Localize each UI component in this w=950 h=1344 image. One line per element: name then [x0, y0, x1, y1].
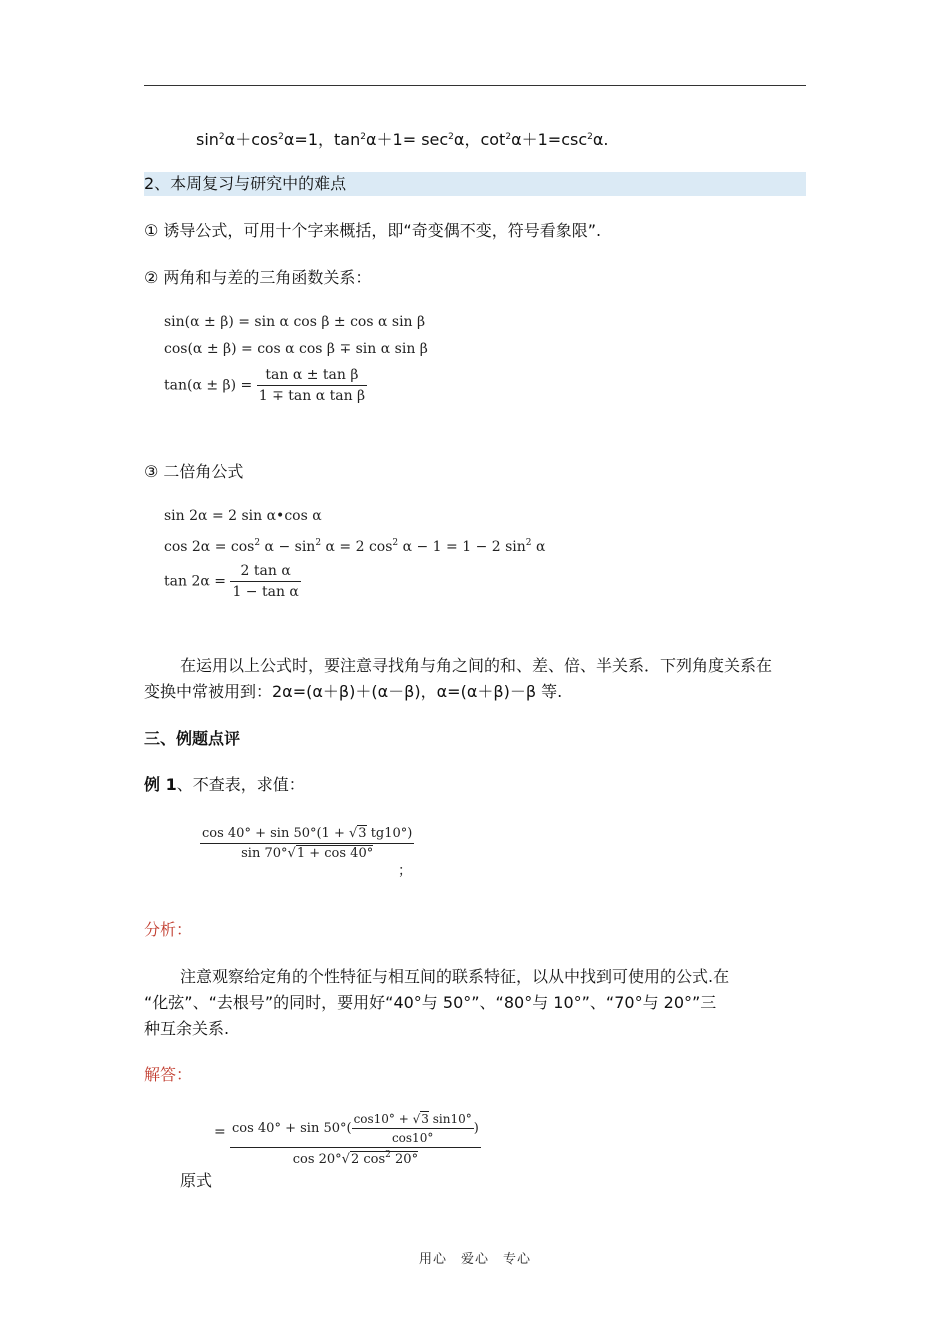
text-seg: α. — [592, 130, 609, 149]
text-seg: α＋cos — [224, 130, 279, 149]
answer-lhs: 原式 — [180, 1171, 213, 1190]
formula-cos-double — [164, 538, 545, 555]
exponent: 2 — [448, 132, 454, 142]
formula-tan-sum — [164, 367, 367, 404]
formula-cos-sum: cos(α ± β) = cos α cos β ∓ sin α sin β — [164, 341, 428, 357]
example-label: 例 1 — [144, 775, 177, 794]
text-seg: α=1，tan — [283, 130, 361, 149]
paragraph-line-1: 在运用以上公式时，要注意寻找角与角之间的和、差、倍、半关系．下列角度关系在 — [180, 656, 773, 675]
text-seg: α＋1=csc — [511, 130, 588, 149]
fraction — [257, 367, 367, 404]
text-seg: sin 70° — [241, 846, 288, 861]
pythagorean-identities — [196, 126, 609, 151]
denominator: cos 20°√2 $\cos^2 20^\circ$ — [292, 1150, 419, 1167]
text-seg: α − sin — [260, 539, 316, 555]
radicand — [350, 1151, 418, 1167]
formula-lhs: tan(α ± β) = — [164, 377, 253, 394]
exponent: 2 — [505, 132, 512, 142]
denominator: 1 − tan α — [232, 584, 299, 600]
numerator — [230, 1112, 481, 1148]
exponent: 2 — [315, 538, 322, 548]
exponent: 2 — [385, 1150, 391, 1160]
formula-lhs: tan 2α = — [164, 573, 226, 590]
item-induction: ① 诱导公式，可用十个字来概括，即“奇变偶不变，符号看象限”. — [144, 221, 602, 240]
fraction — [200, 826, 414, 861]
exponent: 2 — [525, 538, 532, 548]
inner-fraction — [352, 1112, 474, 1145]
analysis-line-3: 种互余关系. — [144, 1019, 230, 1038]
text-seg: α − 1 = 1 − 2 sin — [398, 539, 526, 555]
text-seg: 20° — [390, 1152, 419, 1167]
section-heading-2 — [144, 172, 806, 196]
exponent: 2 — [587, 132, 593, 142]
item-sum-difference: ② 两角和与差的三角函数关系： — [144, 268, 372, 287]
formula-sin-double: sin 2α = 2 sin α•cos α — [164, 508, 322, 524]
text-seg: 2 cos — [350, 1152, 386, 1167]
example-1-heading — [144, 774, 305, 796]
text-seg: α — [531, 539, 546, 555]
text-seg: sin — [196, 130, 219, 149]
text-seg: α，cot — [453, 130, 506, 149]
paragraph-line-2: 变换中常被用到：2α=(α＋β)＋(α－β)，α=(α＋β)－β 等. — [144, 682, 563, 701]
exponent: 2 — [278, 132, 284, 142]
section-heading-text: 2、本周复习与研究中的难点 — [144, 174, 347, 193]
exponent: 2 — [360, 132, 366, 142]
text-seg: cos 40° + sin 50°( — [232, 1121, 352, 1136]
text-seg: sin10° — [428, 1112, 472, 1126]
example-1-semicolon: ； — [398, 863, 412, 879]
exponent: 2 — [392, 538, 399, 548]
text-seg: cos 40° + sin 50°(1 + — [202, 826, 349, 841]
radicand: 3 — [421, 1112, 429, 1126]
numerator: tan α ± tan β — [257, 367, 367, 386]
text-seg: cos 2α = cos — [164, 539, 255, 555]
fraction — [230, 1112, 481, 1167]
text-seg: α＋1= sec — [365, 130, 449, 149]
section-heading-3: 三、例题点评 — [144, 729, 241, 748]
radicand: 1 + cos 40° — [296, 846, 374, 861]
inner-denominator: cos10° — [391, 1131, 434, 1145]
exponent: 2 — [254, 538, 261, 548]
text-seg: α = 2 cos — [321, 539, 393, 555]
answer-label: 解答： — [144, 1065, 193, 1084]
example-1-expression — [200, 826, 414, 861]
text-seg: tg10°) — [366, 826, 413, 841]
radicand: 3 — [358, 826, 367, 841]
analysis-line-2: “化弦”、“去根号”的同时，要用好“40°与 50°”、“80°与 10°”、“70°与 20°”三 — [144, 993, 717, 1012]
answer-equals: = — [214, 1124, 226, 1140]
item-double-angle: ③ 二倍角公式 — [144, 462, 244, 481]
analysis-line-1: 注意观察给定角的个性特征与相互间的联系特征，以从中找到可使用的公式.在 — [180, 967, 730, 986]
fraction — [230, 563, 300, 600]
page-footer: 用心 爱心 专心 — [418, 1252, 531, 1267]
text-seg: ) — [473, 1121, 479, 1136]
text-seg: cos10° + — [353, 1112, 413, 1126]
exponent: 2 — [218, 132, 225, 142]
denominator: sin 70°√1 + cos 40° — [241, 846, 374, 861]
formula-sin-sum: sin(α ± β) = sin α cos β ± cos α sin β — [164, 314, 426, 330]
example-text: 、不查表，求值： — [176, 775, 305, 794]
numerator: cos 40° + sin 50°(1 + √3 tg10°) — [200, 826, 414, 844]
text-seg: cos 20° — [292, 1152, 342, 1167]
numerator: 2 tan α — [230, 563, 300, 582]
header-rule — [144, 85, 806, 86]
answer-expression — [230, 1112, 481, 1167]
inner-numerator: cos10° + √3 sin10° — [352, 1112, 474, 1129]
formula-tan-double — [164, 563, 301, 600]
analysis-label: 分析： — [144, 920, 193, 939]
denominator: 1 ∓ tan α tan β — [258, 388, 366, 404]
